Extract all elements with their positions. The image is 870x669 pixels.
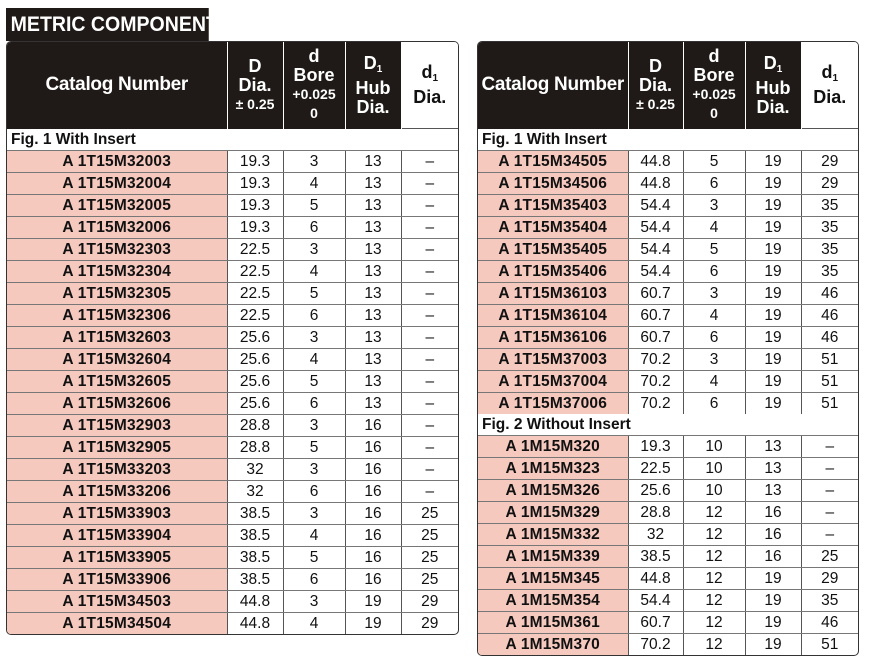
d1-dia-cell: 35 bbox=[801, 261, 858, 283]
table-row bbox=[7, 437, 458, 459]
table-row bbox=[7, 481, 458, 503]
table-row bbox=[478, 261, 858, 283]
d1-hub-dia-cell: 19 bbox=[745, 393, 801, 415]
d1-hub-dia-cell: 19 bbox=[745, 173, 801, 195]
header-row bbox=[478, 42, 858, 129]
table-row bbox=[7, 371, 458, 393]
catalog-number-cell: A 1T15M32003 bbox=[7, 151, 227, 173]
catalog-number-cell: A 1T15M33906 bbox=[7, 569, 227, 591]
d-bore-cell: 3 bbox=[283, 591, 345, 613]
catalog-number-cell: A 1T15M34504 bbox=[7, 613, 227, 635]
d1-hub-dia-cell: 16 bbox=[745, 524, 801, 546]
table-row bbox=[478, 305, 858, 327]
d1-dia-cell: – bbox=[401, 481, 458, 503]
page-title: METRIC COMPONENT bbox=[6, 8, 209, 41]
table-row bbox=[478, 195, 858, 217]
d1-hub-dia-cell: 16 bbox=[345, 481, 401, 503]
d-bore-cell: 5 bbox=[283, 547, 345, 569]
table-row bbox=[478, 546, 858, 568]
d1-hub-dia-cell: 13 bbox=[745, 458, 801, 480]
d1-dia-cell: 29 bbox=[801, 151, 858, 173]
d-dia-cell: 60.7 bbox=[628, 327, 683, 349]
table-row bbox=[478, 436, 858, 458]
header-d-dia: D Dia. ± 0.25 bbox=[628, 42, 683, 129]
table-row bbox=[7, 613, 458, 635]
d1-dia-cell: – bbox=[401, 151, 458, 173]
left-table bbox=[6, 41, 459, 635]
catalog-number-cell: A 1T15M32005 bbox=[7, 195, 227, 217]
header-d-dia: D Dia. ± 0.25 bbox=[227, 42, 283, 129]
d1-dia-cell: – bbox=[401, 283, 458, 305]
d1-hub-dia-cell: 16 bbox=[345, 503, 401, 525]
d-dia-cell: 38.5 bbox=[628, 546, 683, 568]
d1-hub-dia-cell: 16 bbox=[745, 546, 801, 568]
d1-dia-cell: – bbox=[801, 480, 858, 502]
d-dia-cell: 22.5 bbox=[628, 458, 683, 480]
right-table bbox=[477, 41, 859, 656]
d-bore-cell: 4 bbox=[283, 349, 345, 371]
section-row bbox=[7, 129, 458, 151]
d-dia-cell: 60.7 bbox=[628, 612, 683, 634]
d1-dia-cell: 51 bbox=[821, 636, 839, 653]
d1-dia-cell: – bbox=[801, 436, 858, 458]
table-row bbox=[7, 547, 458, 569]
catalog-number-cell: A 1T15M32306 bbox=[7, 305, 227, 327]
d-bore-cell: 12 bbox=[683, 612, 745, 634]
d-bore-cell: 6 bbox=[683, 261, 745, 283]
d1-dia-cell: – bbox=[401, 349, 458, 371]
d-bore-cell: 6 bbox=[683, 393, 745, 415]
header-d1-hub-dia: $D_1$ Hub Dia. bbox=[745, 42, 801, 129]
header-row bbox=[7, 42, 458, 129]
d-dia-cell: 38.5 bbox=[227, 569, 283, 591]
catalog-number-cell: A 1T15M32304 bbox=[7, 261, 227, 283]
d-bore-cell: 12 bbox=[683, 568, 745, 590]
d1-dia-cell: – bbox=[801, 458, 858, 480]
d-bore-cell: 10 bbox=[683, 458, 745, 480]
table-row bbox=[7, 151, 458, 173]
catalog-number-cell: A 1T15M37004 bbox=[478, 371, 628, 393]
d-dia-cell: 19.3 bbox=[227, 217, 283, 239]
d1-hub-dia-cell: 13 bbox=[345, 239, 401, 261]
section-label: Fig. 2 Without Insert bbox=[478, 414, 858, 436]
d1-hub-dia-cell: 16 bbox=[345, 547, 401, 569]
table-row bbox=[478, 173, 858, 195]
catalog-number-cell: A 1M15M361 bbox=[478, 612, 628, 634]
catalog-number-cell: A 1T15M35404 bbox=[478, 217, 628, 239]
d-bore-cell: 4 bbox=[683, 371, 745, 393]
d1-dia-cell: – bbox=[401, 239, 458, 261]
catalog-number-cell: A 1T15M35406 bbox=[478, 261, 628, 283]
catalog-number-cell: A 1M15M345 bbox=[478, 568, 628, 590]
d-dia-cell: 22.5 bbox=[227, 305, 283, 327]
d-dia-cell: 19.3 bbox=[227, 173, 283, 195]
table-row bbox=[478, 480, 858, 502]
table-row bbox=[478, 151, 858, 173]
d1-hub-dia-cell: 13 bbox=[345, 217, 401, 239]
d-dia-cell: 22.5 bbox=[227, 261, 283, 283]
d-bore-cell: 5 bbox=[283, 371, 345, 393]
d1-hub-dia-cell: 16 bbox=[745, 502, 801, 524]
d1-dia-cell: – bbox=[401, 173, 458, 195]
d-bore-cell: 5 bbox=[683, 239, 745, 261]
table-row bbox=[7, 415, 458, 437]
d-dia-cell: 32 bbox=[227, 481, 283, 503]
catalog-number-cell: A 1T15M37006 bbox=[478, 393, 628, 415]
section-label: Fig. 1 With Insert bbox=[478, 129, 858, 151]
d-dia-cell: 54.4 bbox=[628, 195, 683, 217]
table-row bbox=[7, 503, 458, 525]
table-row bbox=[7, 239, 458, 261]
d1-dia-cell: – bbox=[401, 261, 458, 283]
catalog-number-cell: A 1T15M33903 bbox=[7, 503, 227, 525]
d1-dia-cell: – bbox=[801, 524, 858, 546]
d1-dia-cell: – bbox=[401, 327, 458, 349]
d1-dia-cell: 46 bbox=[801, 283, 858, 305]
d-bore-cell: 6 bbox=[283, 569, 345, 591]
d1-hub-dia-cell: 13 bbox=[345, 371, 401, 393]
header-catalog-number: Catalog Number bbox=[7, 42, 227, 129]
d-dia-cell: 25.6 bbox=[227, 349, 283, 371]
d1-hub-dia-cell: 19 bbox=[745, 305, 801, 327]
d-dia-cell: 38.5 bbox=[227, 547, 283, 569]
d-bore-cell: 3 bbox=[283, 459, 345, 481]
d1-dia-cell: 29 bbox=[801, 173, 858, 195]
table-row bbox=[7, 569, 458, 591]
d-bore-cell: 3 bbox=[683, 195, 745, 217]
d-dia-cell: 54.4 bbox=[628, 239, 683, 261]
d-bore-cell: 4 bbox=[283, 173, 345, 195]
d1-dia-cell: 35 bbox=[801, 239, 858, 261]
d-bore-cell: 4 bbox=[283, 525, 345, 547]
d-dia-cell: 38.5 bbox=[227, 503, 283, 525]
catalog-number-cell: A 1T15M34505 bbox=[478, 151, 628, 173]
d1-hub-dia-cell: 19 bbox=[745, 195, 801, 217]
table-row bbox=[478, 283, 858, 305]
d-bore-cell: 3 bbox=[283, 151, 345, 173]
d-bore-cell: 12 bbox=[683, 546, 745, 568]
header-d1-hub-dia: $D_1$ Hub Dia. bbox=[345, 42, 401, 129]
table-row bbox=[478, 590, 858, 612]
d-dia-cell: 25.6 bbox=[628, 480, 683, 502]
d1-hub-dia-cell: 19 bbox=[745, 283, 801, 305]
d-bore-cell: 3 bbox=[683, 349, 745, 371]
table-row bbox=[478, 327, 858, 349]
d1-hub-dia-cell: 19 bbox=[745, 568, 801, 590]
table-row bbox=[478, 349, 858, 371]
d1-dia-cell: 29 bbox=[401, 591, 458, 613]
catalog-number-cell: A 1T15M36106 bbox=[478, 327, 628, 349]
d1-hub-dia-cell: 19 bbox=[745, 261, 801, 283]
d-dia-cell: 22.5 bbox=[227, 283, 283, 305]
d-bore-cell: 10 bbox=[683, 436, 745, 458]
d-dia-cell: 28.8 bbox=[227, 437, 283, 459]
catalog-number-cell: A 1T15M32303 bbox=[7, 239, 227, 261]
catalog-number-cell: A 1M15M339 bbox=[478, 546, 628, 568]
table-row bbox=[478, 393, 858, 415]
catalog-number-cell: A 1M15M326 bbox=[478, 480, 628, 502]
header-d-bore: d Bore +0.025 0 bbox=[283, 42, 345, 129]
d-bore-cell: 10 bbox=[683, 480, 745, 502]
d-bore-cell: 4 bbox=[283, 613, 345, 635]
d-dia-cell: 60.7 bbox=[628, 283, 683, 305]
d-bore-cell: 6 bbox=[283, 305, 345, 327]
catalog-number-cell: A 1T15M35403 bbox=[478, 195, 628, 217]
d1-hub-dia-cell: 16 bbox=[345, 437, 401, 459]
d-bore-cell: 6 bbox=[683, 327, 745, 349]
d-dia-cell: 70.2 bbox=[628, 634, 683, 656]
table-row bbox=[7, 173, 458, 195]
d1-dia-cell: 35 bbox=[801, 217, 858, 239]
header-d1-dia: $d_1$ Dia. bbox=[401, 42, 458, 129]
catalog-number-cell: A 1T15M33206 bbox=[7, 481, 227, 503]
table-row bbox=[478, 524, 858, 546]
d-dia-cell: 38.5 bbox=[227, 525, 283, 547]
d1-hub-dia-cell: 19 bbox=[745, 612, 801, 634]
d1-dia-cell: – bbox=[401, 415, 458, 437]
d-dia-cell: 28.8 bbox=[628, 502, 683, 524]
table-row bbox=[7, 459, 458, 481]
catalog-number-cell: A 1T15M34503 bbox=[7, 591, 227, 613]
d-bore-cell: 6 bbox=[283, 217, 345, 239]
d-dia-cell: 54.4 bbox=[628, 261, 683, 283]
d-bore-cell: 12 bbox=[683, 524, 745, 546]
header-catalog-number: Catalog Number bbox=[478, 42, 628, 129]
d-bore-cell: 5 bbox=[683, 151, 745, 173]
d1-hub-dia-cell: 19 bbox=[745, 349, 801, 371]
d-dia-cell: 70.2 bbox=[628, 371, 683, 393]
catalog-number-cell: A 1T15M37003 bbox=[478, 349, 628, 371]
d-dia-cell: 70.2 bbox=[628, 349, 683, 371]
table-row bbox=[478, 568, 858, 590]
d-dia-cell: 28.8 bbox=[227, 415, 283, 437]
d-bore-cell: 5 bbox=[283, 283, 345, 305]
d1-hub-dia-cell: 16 bbox=[345, 525, 401, 547]
d1-hub-dia-cell: 16 bbox=[345, 569, 401, 591]
d-dia-cell: 22.5 bbox=[227, 239, 283, 261]
catalog-number-cell: A 1T15M32006 bbox=[7, 217, 227, 239]
table-row bbox=[7, 261, 458, 283]
table-row bbox=[478, 239, 858, 261]
d1-dia-cell: – bbox=[401, 393, 458, 415]
d1-hub-dia-cell: 19 bbox=[745, 217, 801, 239]
d-dia-cell: 19.3 bbox=[628, 436, 683, 458]
d1-hub-dia-cell: 19 bbox=[745, 327, 801, 349]
d-bore-cell: 6 bbox=[283, 393, 345, 415]
table-row bbox=[478, 371, 858, 393]
section-label: Fig. 1 With Insert bbox=[7, 129, 458, 151]
catalog-number-cell: A 1M15M320 bbox=[478, 436, 628, 458]
catalog-number-cell: A 1T15M32903 bbox=[7, 415, 227, 437]
catalog-number-cell: A 1T15M32905 bbox=[7, 437, 227, 459]
d1-hub-dia-cell: 13 bbox=[345, 283, 401, 305]
d1-dia-cell: – bbox=[401, 437, 458, 459]
table-row bbox=[478, 458, 858, 480]
d-bore-cell: 12 bbox=[683, 502, 745, 524]
d1-dia-cell: – bbox=[401, 459, 458, 481]
table-row bbox=[478, 612, 858, 634]
d1-dia-cell: – bbox=[401, 305, 458, 327]
d1-dia-cell: 29 bbox=[801, 568, 858, 590]
d-bore-cell: 3 bbox=[683, 283, 745, 305]
catalog-number-cell: A 1T15M32606 bbox=[7, 393, 227, 415]
d1-hub-dia-cell: 19 bbox=[745, 590, 801, 612]
table-row bbox=[478, 217, 858, 239]
d1-dia-cell: 51 bbox=[821, 395, 839, 412]
d1-dia-cell: 35 bbox=[801, 590, 858, 612]
d-dia-cell: 44.8 bbox=[628, 151, 683, 173]
d-dia-cell: 44.8 bbox=[227, 613, 283, 635]
table-row bbox=[478, 502, 858, 524]
d-dia-cell: 60.7 bbox=[628, 305, 683, 327]
d1-dia-cell: 25 bbox=[801, 546, 858, 568]
d-dia-cell: 44.8 bbox=[628, 568, 683, 590]
d1-dia-cell: – bbox=[401, 195, 458, 217]
catalog-number-cell: A 1T15M36103 bbox=[478, 283, 628, 305]
d-bore-cell: 3 bbox=[283, 239, 345, 261]
d1-dia-cell: 46 bbox=[801, 327, 858, 349]
catalog-number-cell: A 1T15M33904 bbox=[7, 525, 227, 547]
d1-hub-dia-cell: 13 bbox=[345, 393, 401, 415]
d1-hub-dia-cell: 13 bbox=[745, 436, 801, 458]
d1-hub-dia-cell: 13 bbox=[345, 195, 401, 217]
catalog-number-cell: A 1T15M32605 bbox=[7, 371, 227, 393]
catalog-number-cell: A 1T15M34506 bbox=[478, 173, 628, 195]
d-dia-cell: 32 bbox=[628, 524, 683, 546]
catalog-number-cell: A 1T15M32604 bbox=[7, 349, 227, 371]
d-bore-cell: 12 bbox=[683, 634, 745, 656]
d-dia-cell: 25.6 bbox=[227, 393, 283, 415]
d-dia-cell: 25.6 bbox=[227, 327, 283, 349]
d-bore-cell: 3 bbox=[283, 415, 345, 437]
catalog-number-cell: A 1M15M370 bbox=[478, 634, 628, 656]
catalog-number-cell: A 1T15M33905 bbox=[7, 547, 227, 569]
d1-dia-cell: 25 bbox=[401, 569, 458, 591]
header-d-bore: d Bore +0.025 0 bbox=[683, 42, 745, 129]
d1-dia-cell: – bbox=[401, 217, 458, 239]
d1-dia-cell: 46 bbox=[801, 612, 858, 634]
d-bore-cell: 4 bbox=[283, 261, 345, 283]
d-dia-cell: 44.8 bbox=[628, 173, 683, 195]
d1-hub-dia-cell: 19 bbox=[745, 371, 801, 393]
catalog-number-cell: A 1T15M35405 bbox=[478, 239, 628, 261]
table-row bbox=[7, 327, 458, 349]
catalog-number-cell: A 1T15M36104 bbox=[478, 305, 628, 327]
d1-hub-dia-cell: 16 bbox=[345, 459, 401, 481]
d1-dia-cell: 25 bbox=[401, 525, 458, 547]
d1-dia-cell: 51 bbox=[801, 371, 858, 393]
d1-hub-dia-cell: 16 bbox=[345, 415, 401, 437]
d-dia-cell: 44.8 bbox=[227, 591, 283, 613]
d-bore-cell: 6 bbox=[683, 173, 745, 195]
catalog-number-cell: A 1M15M332 bbox=[478, 524, 628, 546]
catalog-number-cell: A 1M15M354 bbox=[478, 590, 628, 612]
d-dia-cell: 54.4 bbox=[628, 590, 683, 612]
d1-dia-cell: 46 bbox=[801, 305, 858, 327]
catalog-number-cell: A 1T15M32004 bbox=[7, 173, 227, 195]
d1-dia-cell: 29 bbox=[421, 615, 439, 632]
catalog-number-cell: A 1T15M32305 bbox=[7, 283, 227, 305]
d1-hub-dia-cell: 13 bbox=[345, 305, 401, 327]
d-dia-cell: 19.3 bbox=[227, 151, 283, 173]
d-dia-cell: 70.2 bbox=[628, 393, 683, 415]
d-bore-cell: 3 bbox=[283, 503, 345, 525]
d-dia-cell: 32 bbox=[227, 459, 283, 481]
d-bore-cell: 4 bbox=[683, 305, 745, 327]
catalog-number-cell: A 1M15M323 bbox=[478, 458, 628, 480]
d-dia-cell: 54.4 bbox=[628, 217, 683, 239]
d-bore-cell: 12 bbox=[683, 590, 745, 612]
section-row bbox=[478, 129, 858, 151]
table-row bbox=[7, 525, 458, 547]
catalog-number-cell: A 1M15M329 bbox=[478, 502, 628, 524]
d1-dia-cell: 25 bbox=[401, 547, 458, 569]
d1-hub-dia-cell: 13 bbox=[345, 151, 401, 173]
header-d1-dia: $d_1$ Dia. bbox=[801, 42, 858, 129]
d1-dia-cell: – bbox=[401, 371, 458, 393]
d-bore-cell: 3 bbox=[283, 327, 345, 349]
d1-hub-dia-cell: 13 bbox=[345, 173, 401, 195]
d-bore-cell: 6 bbox=[283, 481, 345, 503]
d1-dia-cell: 25 bbox=[401, 503, 458, 525]
catalog-number-cell: A 1T15M32603 bbox=[7, 327, 227, 349]
table-row bbox=[7, 393, 458, 415]
section-row bbox=[478, 414, 858, 436]
d-bore-cell: 5 bbox=[283, 195, 345, 217]
d1-hub-dia-cell: 13 bbox=[745, 480, 801, 502]
table-row bbox=[7, 349, 458, 371]
d-bore-cell: 4 bbox=[683, 217, 745, 239]
d1-hub-dia-cell: 19 bbox=[345, 613, 401, 635]
d-dia-cell: 25.6 bbox=[227, 371, 283, 393]
d1-hub-dia-cell: 19 bbox=[745, 634, 801, 656]
d1-hub-dia-cell: 13 bbox=[345, 327, 401, 349]
d1-dia-cell: – bbox=[801, 502, 858, 524]
d1-hub-dia-cell: 19 bbox=[745, 151, 801, 173]
d1-dia-cell: 51 bbox=[801, 349, 858, 371]
table-row bbox=[7, 217, 458, 239]
table-row bbox=[7, 195, 458, 217]
table-row bbox=[7, 305, 458, 327]
d1-hub-dia-cell: 13 bbox=[345, 261, 401, 283]
table-row bbox=[7, 283, 458, 305]
d-bore-cell: 5 bbox=[283, 437, 345, 459]
catalog-number-cell: A 1T15M33203 bbox=[7, 459, 227, 481]
table-row bbox=[7, 591, 458, 613]
table-row bbox=[478, 634, 858, 656]
d-dia-cell: 19.3 bbox=[227, 195, 283, 217]
d1-hub-dia-cell: 13 bbox=[345, 349, 401, 371]
d1-hub-dia-cell: 19 bbox=[345, 591, 401, 613]
d1-hub-dia-cell: 19 bbox=[745, 239, 801, 261]
d1-dia-cell: 35 bbox=[801, 195, 858, 217]
